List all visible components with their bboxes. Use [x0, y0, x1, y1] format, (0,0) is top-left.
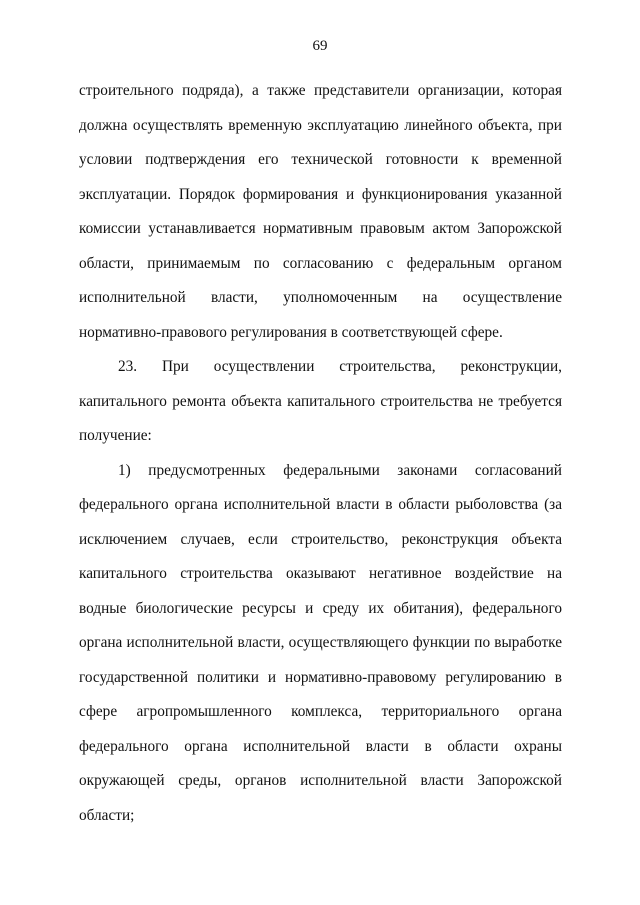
paragraph-item-23: 23. При осуществлении строительства, реконструкции, капитального ремонта объекта капитального строительства не требуется получение: [79, 358, 562, 444]
paragraph-sub-item-1: 1) предусмотренных федеральными законами согласований федерального органа исполнительной власти в области рыболовства (за исключением случаев, если строительство, реконструкция объекта капитального строительства оказывают негативное воздействие на водные биологические ресурсы и среду их обитания), федерального органа исполнительной власти, осуществляющего функции по выработке государственной политики и нормативно-правовому регулированию в сфере агропромышленного комплекса, территориального органа федерального органа исполнительной власти в области охраны окружающей среды, органов исполнительной власти Запорожской области; [79, 461, 562, 824]
paragraph-continuation: строительного подряда), а также представители организации, которая должна осуществлять временную эксплуатацию линейного объекта, при условии подтверждения его технической готовности к временной эксплуатации. Порядок формирования и функционирования указанной комиссии устанавливается нормативным правовым актом Запорожской области, принимаемым по согласованию с федеральным органом исполнительной власти, уполномоченным на осуществление нормативно-правового регулирования в соответствующей сфере. [79, 82, 562, 341]
page-number: 69 [312, 38, 328, 54]
document-body [79, 74, 562, 833]
